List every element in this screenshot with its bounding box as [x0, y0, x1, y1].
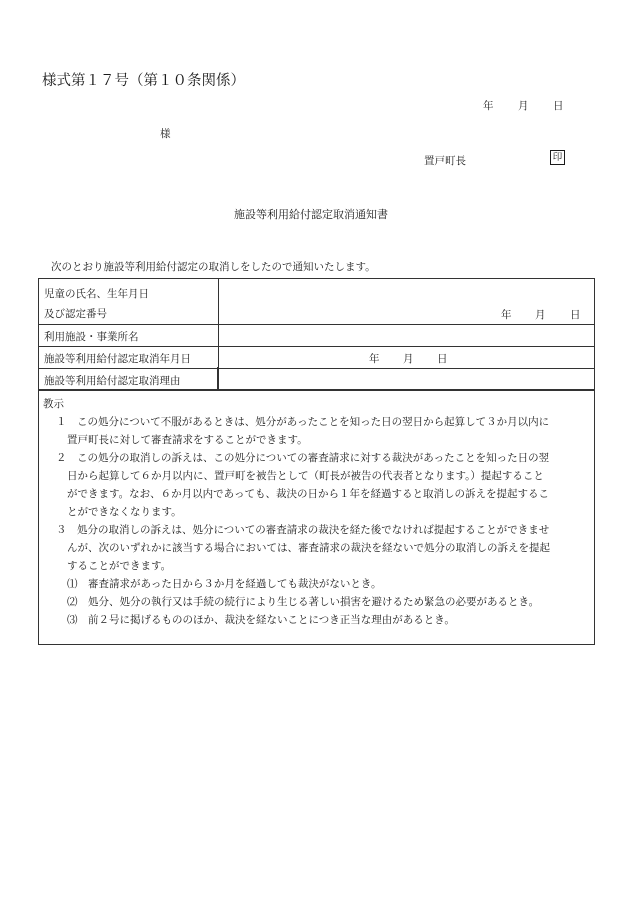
cancel-date-label: 施設等利用給付認定取消年月日	[44, 353, 191, 365]
birth-date-day: 日	[570, 309, 581, 321]
birth-date-month: 月	[535, 309, 546, 321]
cancel-date-day: 日	[437, 353, 448, 365]
addressee-suffix: 様	[160, 128, 171, 140]
instruction-subitem: ⑴ 審査請求があった日から３か月を経過しても裁決がないとき。	[67, 578, 382, 590]
table-rule	[39, 390, 594, 391]
issue-date-month: 月	[518, 100, 529, 112]
child-info-label-line1: 児童の氏名、生年月日	[44, 288, 149, 300]
facility-label: 利用施設・事業所名	[44, 331, 139, 343]
cancel-date-year: 年	[369, 353, 380, 365]
issue-date-day: 日	[553, 100, 564, 112]
birth-date-year: 年	[501, 309, 512, 321]
intro-text: 次のとおり施設等利用給付認定の取消しをしたので通知いたします。	[51, 261, 376, 273]
table-rule	[38, 389, 595, 390]
instruction-line: んが、次のいずれかに該当する場合においては、審査請求の裁決を経ないで処分の取消しの訴えを提起	[67, 542, 550, 554]
instruction-line: ３ 処分の取消しの訴えは、処分についての審査請求の裁決を経た後でなければ提起することができませ	[56, 524, 550, 536]
table-rule	[39, 346, 594, 347]
child-info-label-line2: 及び認定番号	[44, 308, 107, 320]
cancel-date-month: 月	[403, 353, 414, 365]
instructions-heading: 教示	[43, 398, 64, 410]
instruction-line: とができなくなります。	[67, 506, 182, 518]
instruction-subitem: ⑵ 処分、処分の執行又は手続の続行により生じる著しい損害を避けるため緊急の必要があるとき。	[67, 596, 540, 608]
instruction-line: 日から起算して６か月以内に、置戸町を被告として（町長が被告の代表者となります。）提起すること	[67, 470, 544, 482]
form-number: 様式第１７号（第１０条関係）	[42, 73, 245, 89]
table-rule	[39, 324, 594, 325]
instruction-line: ができます。なお、６か月以内であっても、裁決の日から１年を経過すると取消しの訴えを提起するこ	[67, 488, 550, 500]
instruction-line: することができます。	[67, 560, 172, 572]
table-column-divider	[217, 367, 218, 389]
issue-date-year: 年	[483, 100, 494, 112]
table-rule	[39, 368, 594, 369]
cancel-reason-label: 施設等利用給付認定取消理由	[44, 375, 181, 387]
instruction-line: １ この処分について不服があるときは、処分があったことを知った日の翌日から起算して３か月以内に	[56, 416, 550, 428]
instruction-line: 置戸町長に対して審査請求をすることができます。	[67, 434, 308, 446]
issuer-name: 置戸町長	[424, 155, 466, 167]
instruction-subitem: ⑶ 前２号に掲げるもののほか、裁決を経ないことにつき正当な理由があるとき。	[67, 614, 455, 626]
document-title: 施設等利用給付認定取消通知書	[234, 208, 388, 221]
instruction-line: ２ この処分の取消しの訴えは、この処分についての審査請求に対する裁決があったことを知った日の翌	[56, 452, 550, 464]
table-column-divider	[218, 279, 219, 390]
seal-mark: 印	[550, 150, 565, 165]
